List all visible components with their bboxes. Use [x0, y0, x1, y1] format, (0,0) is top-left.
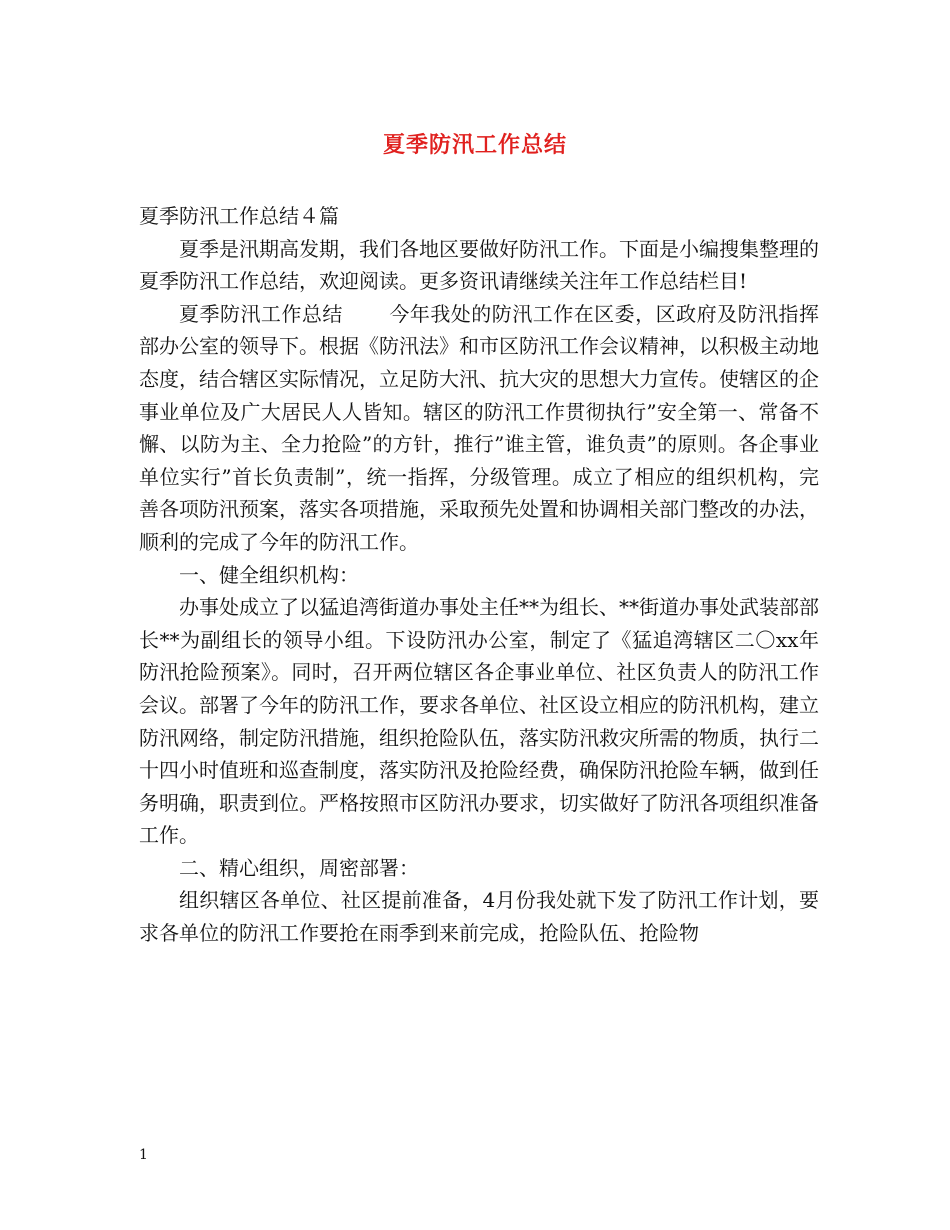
section-body-text: 今年我处的防汛工作在区委，区政府及防汛指挥部办公室的领导下。根据《防汛法》和市区防汛工作会议精神，以积极主动地态度，结合辖区实际情况，立足防大汛、抗大灾的思想大力宣传。使辖区的企事业单位及广大居民人人皆知。辖区的防汛工作贯彻执行”安全第一、常备不懈、以防为主、全力抢险”的方针，推行”谁主管，谁负责”的原则。各企事业单位实行”首长负责制”，统一指挥，分级管理。成立了相应的组织机构，完善各项防汛预案，落实各项措施，采取预先处置和协调相关部门整改的办法，顺利的完成了今年的防汛工作。: [139, 301, 820, 554]
heading-organization: 一、健全组织机构：: [179, 562, 359, 587]
deployment-paragraph: 组织辖区各单位、社区提前准备，4月份我处就下发了防汛工作计划，要求各单位的防汛工作要抢在雨季到来前完成，抢险队伍、抢险物: [139, 888, 819, 946]
document-body: [139, 200, 819, 950]
document-title: 夏季防汛工作总结: [382, 133, 567, 158]
intro-paragraph: 夏季是汛期高发期，我们各地区要做好防汛工作。下面是小编搜集整理的夏季防汛工作总结，欢迎阅读。更多资讯请继续关注年工作总结栏目!: [139, 236, 819, 294]
organization-paragraph: 办事处成立了以猛追湾街道办事处主任**为组长、**街道办事处武装部部长**为副组长的领导小组。下设防汛办公室，制定了《猛追湾辖区二〇xx年防汛抢险预案》。同时，召开两位辖区各企事业单位、社区负责人的防汛工作会议。部署了今年的防汛工作，要求各单位、社区设立相应的防汛机构，建立防汛网络，制定防汛措施，组织抢险队伍，落实防汛救灾所需的物质，执行二十四小时值班和巡查制度，落实防汛及抢险经费，确保防汛抢险车辆，做到任务明确，职责到位。严格按照市区防汛办要求，切实做好了防汛各项组织准备工作。: [139, 595, 819, 848]
section-inline-title: 夏季防汛工作总结: [179, 301, 343, 326]
section-paragraph: [139, 298, 819, 559]
page-number: 1: [139, 1147, 148, 1163]
heading-deployment: 二、精心组织，周密部署：: [179, 855, 419, 880]
subtitle-line: 夏季防汛工作总结４篇: [139, 204, 339, 228]
